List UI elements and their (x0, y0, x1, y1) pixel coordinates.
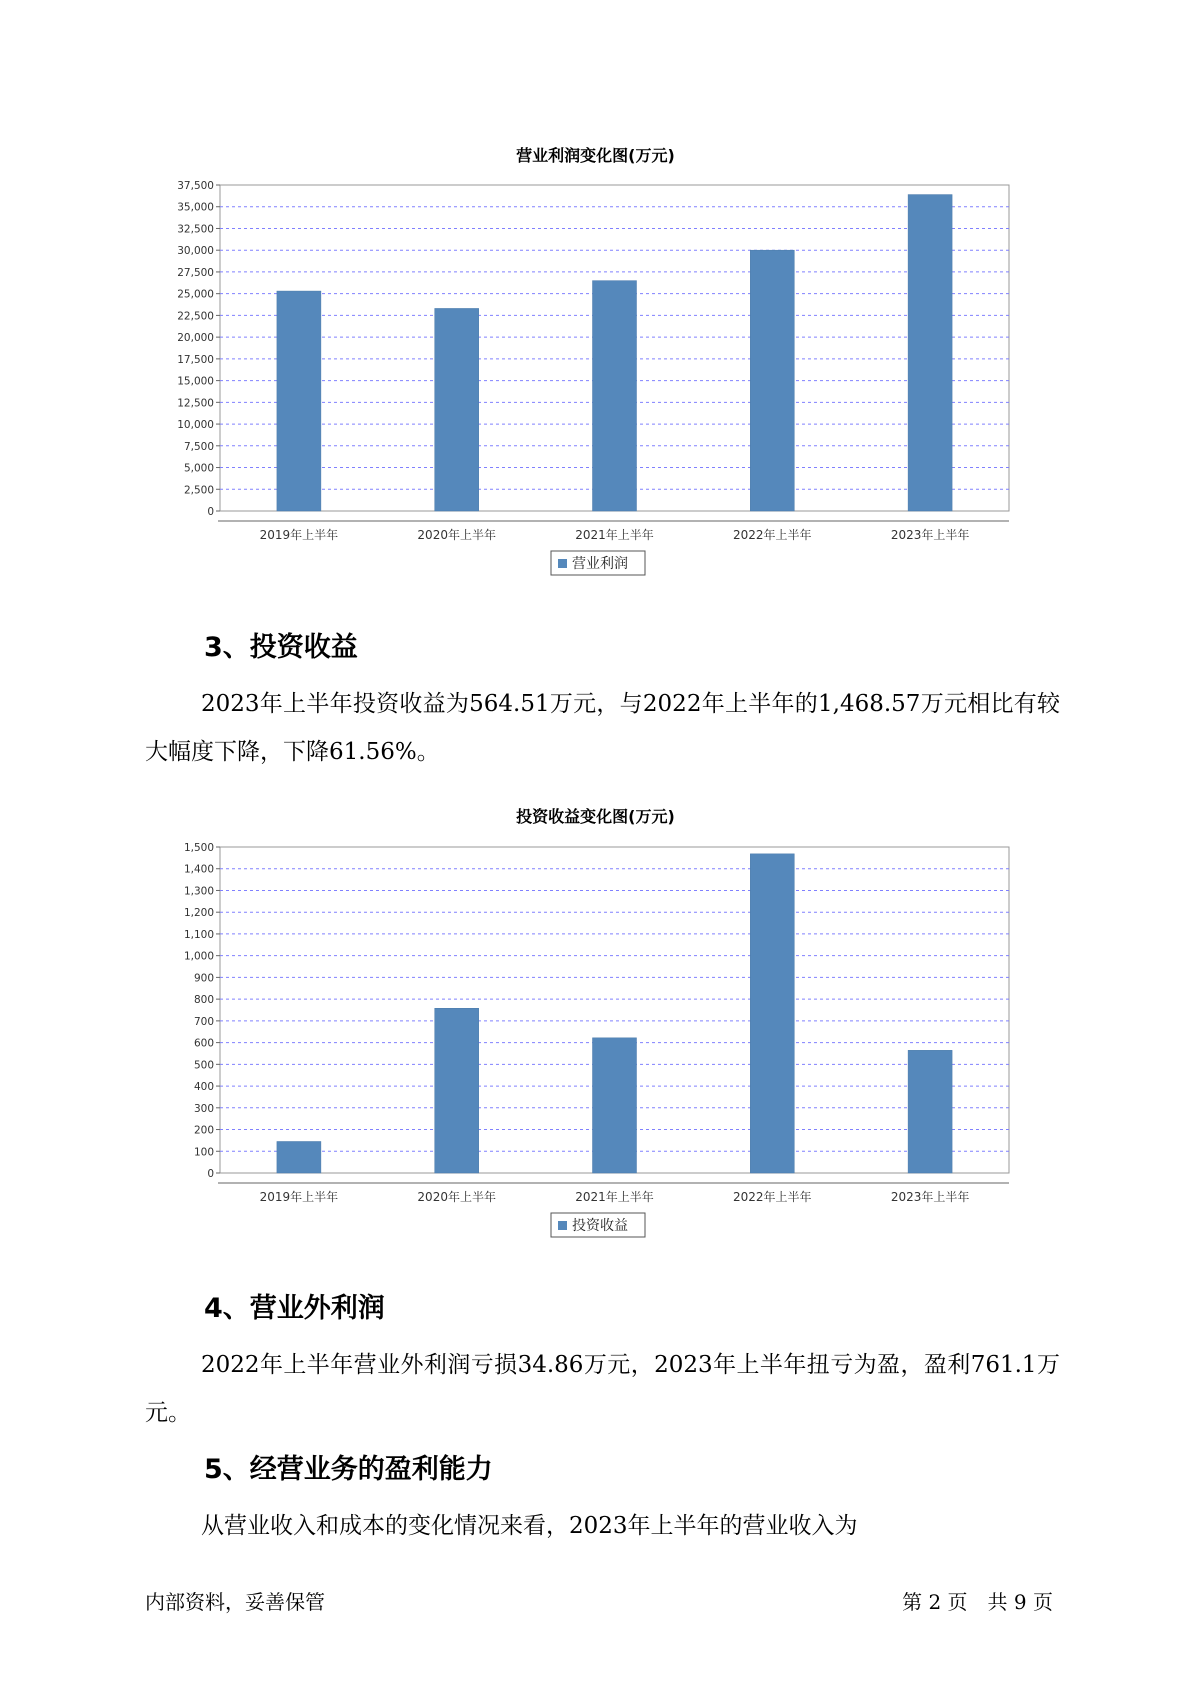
y-tick-label: 32,500 (177, 223, 214, 236)
y-tick-label: 800 (193, 994, 214, 1007)
y-tick-label: 2,500 (183, 484, 214, 497)
y-tick-label: 10,000 (177, 419, 214, 432)
section-heading-non-operating-profit: 4、营业外利润 (204, 1293, 385, 1324)
x-tick-label: 2021年上半年 (575, 528, 654, 542)
y-tick-label: 15,000 (177, 375, 214, 388)
chart-title-operating-profit: 营业利润变化图(万元) (516, 146, 675, 165)
y-tick-label: 25,000 (177, 288, 214, 301)
bar (908, 195, 952, 511)
section-heading-investment-income: 3、投资收益 (204, 632, 358, 663)
x-tick-label: 2019年上半年 (259, 1190, 339, 1204)
y-tick-label: 17,500 (177, 353, 214, 366)
x-tick-label: 2020年上半年 (417, 528, 496, 542)
section-paragraph-profitability: 从营业收入和成本的变化情况来看，2023年上半年的营业收入为 (201, 1513, 858, 1539)
legend-swatch (558, 1221, 567, 1230)
bar (435, 308, 479, 511)
y-tick-label: 1,500 (183, 842, 214, 854)
bar (908, 1050, 952, 1173)
y-tick-label: 1,200 (183, 907, 214, 920)
legend-swatch (558, 559, 567, 568)
x-tick-label: 2023年上半年 (890, 1190, 970, 1204)
y-tick-label: 1,300 (183, 885, 214, 898)
x-tick-label: 2021年上半年 (575, 1190, 654, 1204)
bar (277, 291, 321, 511)
y-tick-label: 500 (193, 1059, 214, 1072)
y-tick-label: 1,400 (183, 863, 214, 876)
x-tick-label: 2022年上半年 (733, 1190, 812, 1204)
y-tick-label: 300 (193, 1102, 214, 1115)
bar (277, 1141, 321, 1173)
y-tick-label: 12,500 (177, 397, 214, 410)
x-tick-label: 2023年上半年 (890, 528, 970, 542)
y-tick-label: 0 (207, 1168, 214, 1180)
y-tick-label: 1,000 (183, 950, 214, 963)
legend-label: 投资收益 (572, 1218, 628, 1234)
section-paragraph-investment-income: 2023年上半年投资收益为564.51万元，与2022年上半年的1,468.57万元相比有较大幅度下降，下降61.56%。 (145, 691, 1060, 765)
chart-title-investment-income: 投资收益变化图(万元) (516, 807, 675, 826)
chart-operating-profit (0, 170, 1191, 590)
y-tick-label: 22,500 (177, 310, 214, 323)
section-paragraph-non-operating-profit: 2022年上半年营业外利润亏损34.86万元，2023年上半年扭亏为盈，盈利761.1万元。 (145, 1352, 1060, 1426)
chart-investment-income (0, 832, 1191, 1252)
legend-label: 营业利润 (572, 556, 628, 572)
bar (435, 1008, 479, 1173)
y-tick-label: 400 (193, 1081, 214, 1094)
y-tick-label: 600 (193, 1037, 214, 1050)
y-tick-label: 20,000 (177, 332, 214, 345)
y-tick-label: 27,500 (177, 266, 214, 279)
y-tick-label: 200 (193, 1124, 214, 1137)
y-tick-label: 0 (207, 506, 214, 518)
y-tick-label: 35,000 (177, 201, 214, 214)
x-tick-label: 2019年上半年 (259, 528, 339, 542)
y-tick-label: 30,000 (177, 245, 214, 258)
x-tick-label: 2022年上半年 (733, 528, 812, 542)
footer-page-number: 第 2 页 共 9 页 (902, 1590, 1053, 1614)
bar (593, 1038, 637, 1173)
y-tick-label: 7,500 (183, 440, 214, 453)
section-heading-profitability: 5、经营业务的盈利能力 (204, 1454, 493, 1485)
y-tick-label: 37,500 (177, 180, 214, 192)
bar (750, 250, 794, 511)
y-tick-label: 1,100 (183, 928, 214, 941)
bar (593, 281, 637, 511)
bar (750, 854, 794, 1173)
y-tick-label: 5,000 (183, 462, 214, 475)
y-tick-label: 100 (193, 1146, 214, 1159)
y-tick-label: 900 (193, 972, 214, 985)
footer-left-confidential: 内部资料，妥善保管 (145, 1590, 325, 1614)
x-tick-label: 2020年上半年 (417, 1190, 496, 1204)
y-tick-label: 700 (193, 1015, 214, 1028)
